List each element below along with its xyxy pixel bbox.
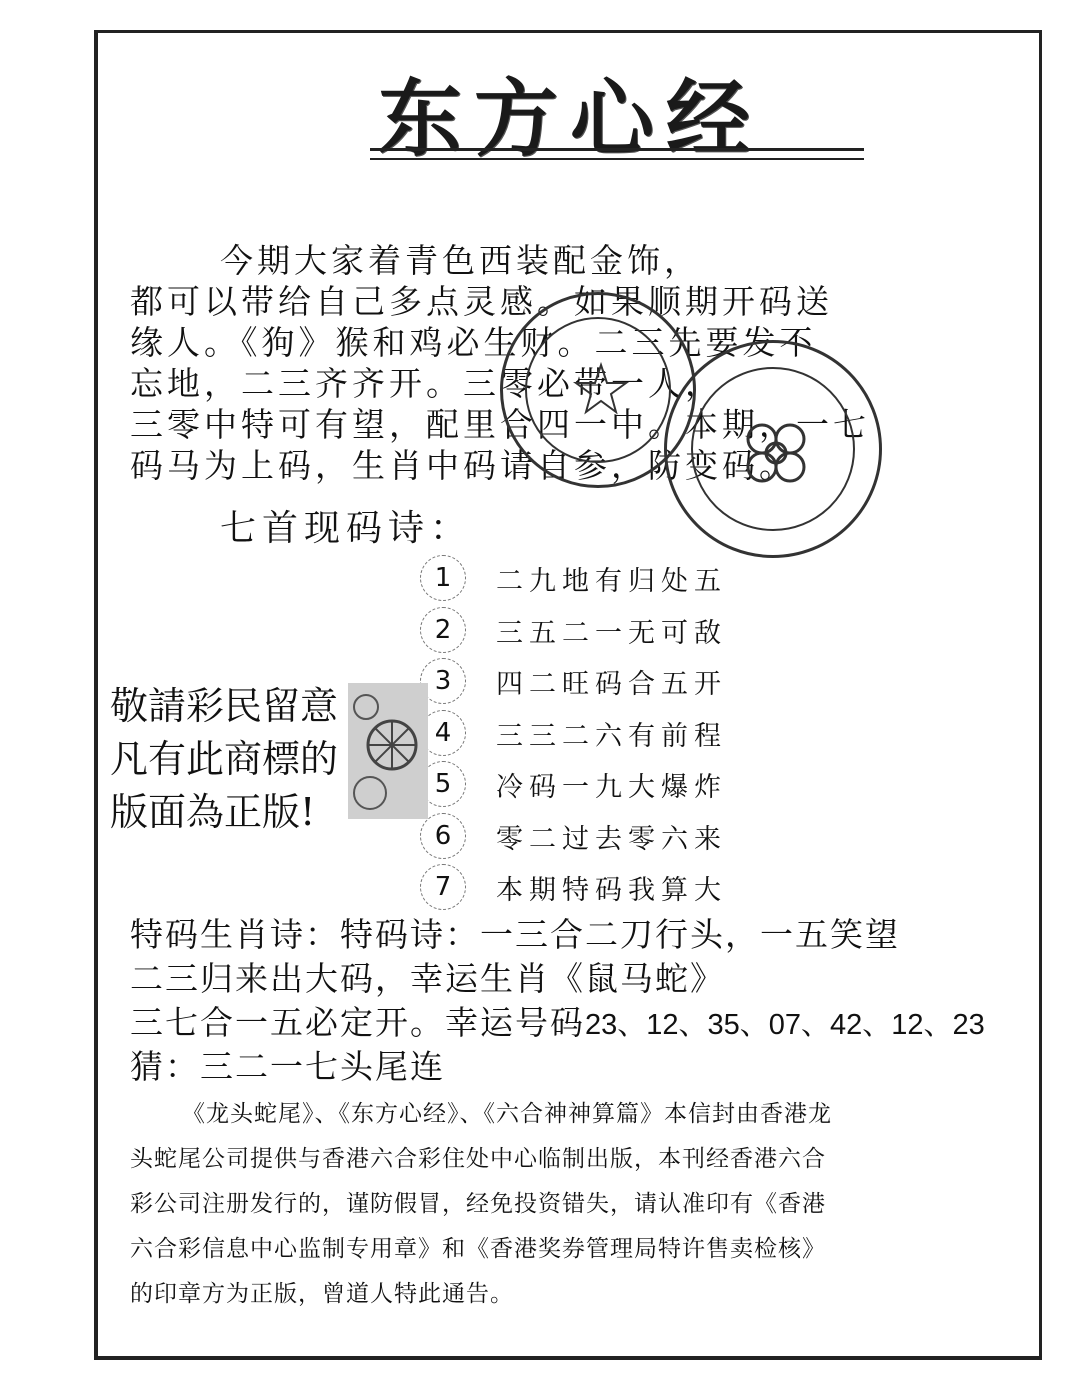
intro-line: 今期大家着青色西装配金饰，: [220, 241, 701, 280]
intro-line: 忘地，二三齐齐开。三零必带一人，: [130, 364, 722, 403]
lottery-authority-seal-stamp: [664, 340, 882, 558]
footer-line: 的印章方为正版，曾道人特此通告。: [130, 1281, 514, 1307]
intro-line: 缘人。《狗》猴和鸡必生财。二三先要发不: [130, 323, 817, 362]
intro-line: 三零中特可有望，配里合四一中。本期，一七: [130, 405, 870, 444]
footer-statement: [130, 1092, 1030, 1317]
verse-item: [420, 759, 840, 811]
special-code-line: 特码生肖诗：特码诗：一三合二刀行头，一五笑望: [130, 915, 900, 954]
verse-text: 三五二一无可敌: [496, 617, 727, 649]
notice-line: 版面為正版!: [110, 790, 316, 834]
verse-number: 5: [420, 761, 466, 807]
verse-item: [420, 553, 840, 605]
verse-text: 本期特码我算大: [496, 875, 727, 906]
verse-text: 三三二六有前程: [496, 720, 727, 752]
lucky-number-label: 三七合一五必定开。幸运号码: [130, 1003, 585, 1042]
verse-number: 6: [420, 813, 466, 859]
seal-flower-icon: [667, 343, 885, 561]
poem-heading: 七首现码诗：: [220, 508, 473, 549]
lucky-numbers: 23、12、35、07、42、12、23: [585, 1009, 985, 1041]
special-code-poem: [130, 913, 1050, 1089]
footer-line: 头蛇尾公司提供与香港六合彩住处中心临制出版，本刊经香港六合: [130, 1146, 826, 1172]
title-underline: [370, 148, 864, 160]
verse-text: 四二旺码合五开: [496, 669, 727, 700]
notice-line: 凡有此商標的: [110, 737, 339, 781]
footer-line: 六合彩信息中心监制专用章》和《香港奖券管理局特许售卖检核》: [130, 1236, 826, 1262]
verse-number: 3: [420, 658, 466, 704]
verse-item: [420, 811, 840, 863]
verse-item: [420, 708, 840, 760]
verse-number: 4: [420, 710, 466, 756]
verse-number: 1: [420, 555, 466, 601]
verse-item: [420, 656, 840, 708]
verse-list: [420, 553, 840, 914]
intro-line: 码马为上码，生肖中码请自参，防变码。: [130, 446, 796, 485]
intro-line: 都可以带给自己多点灵感。如果顺期开码送: [130, 282, 833, 321]
special-code-line: 二三归来出大码，幸运生肖《鼠马蛇》: [130, 959, 725, 998]
verse-text: 零二过去零六来: [496, 823, 727, 855]
footer-line: 彩公司注册发行的，谨防假冒，经免投资错失，请认准印有《香港: [130, 1191, 826, 1217]
verse-number: 7: [420, 864, 466, 910]
authenticity-notice: [110, 680, 339, 839]
footer-line: 《龙头蛇尾》、《东方心经》、《六合神神算篇》本信封由香港龙: [182, 1101, 832, 1127]
verse-number: 2: [420, 607, 466, 653]
trademark-logo-image: [348, 683, 428, 819]
verse-item: [420, 862, 840, 914]
special-code-line: [130, 1001, 1050, 1045]
trademark-wheel-icon: [348, 683, 428, 819]
page-title: 东方心经: [378, 69, 763, 168]
notice-line: 敬請彩民留意: [110, 684, 339, 728]
special-code-line: 猜：三二一七头尾连: [130, 1047, 445, 1086]
verse-item: [420, 605, 840, 657]
verse-text: 冷码一九大爆炸: [496, 772, 727, 803]
verse-text: 二九地有归处五: [496, 566, 727, 597]
